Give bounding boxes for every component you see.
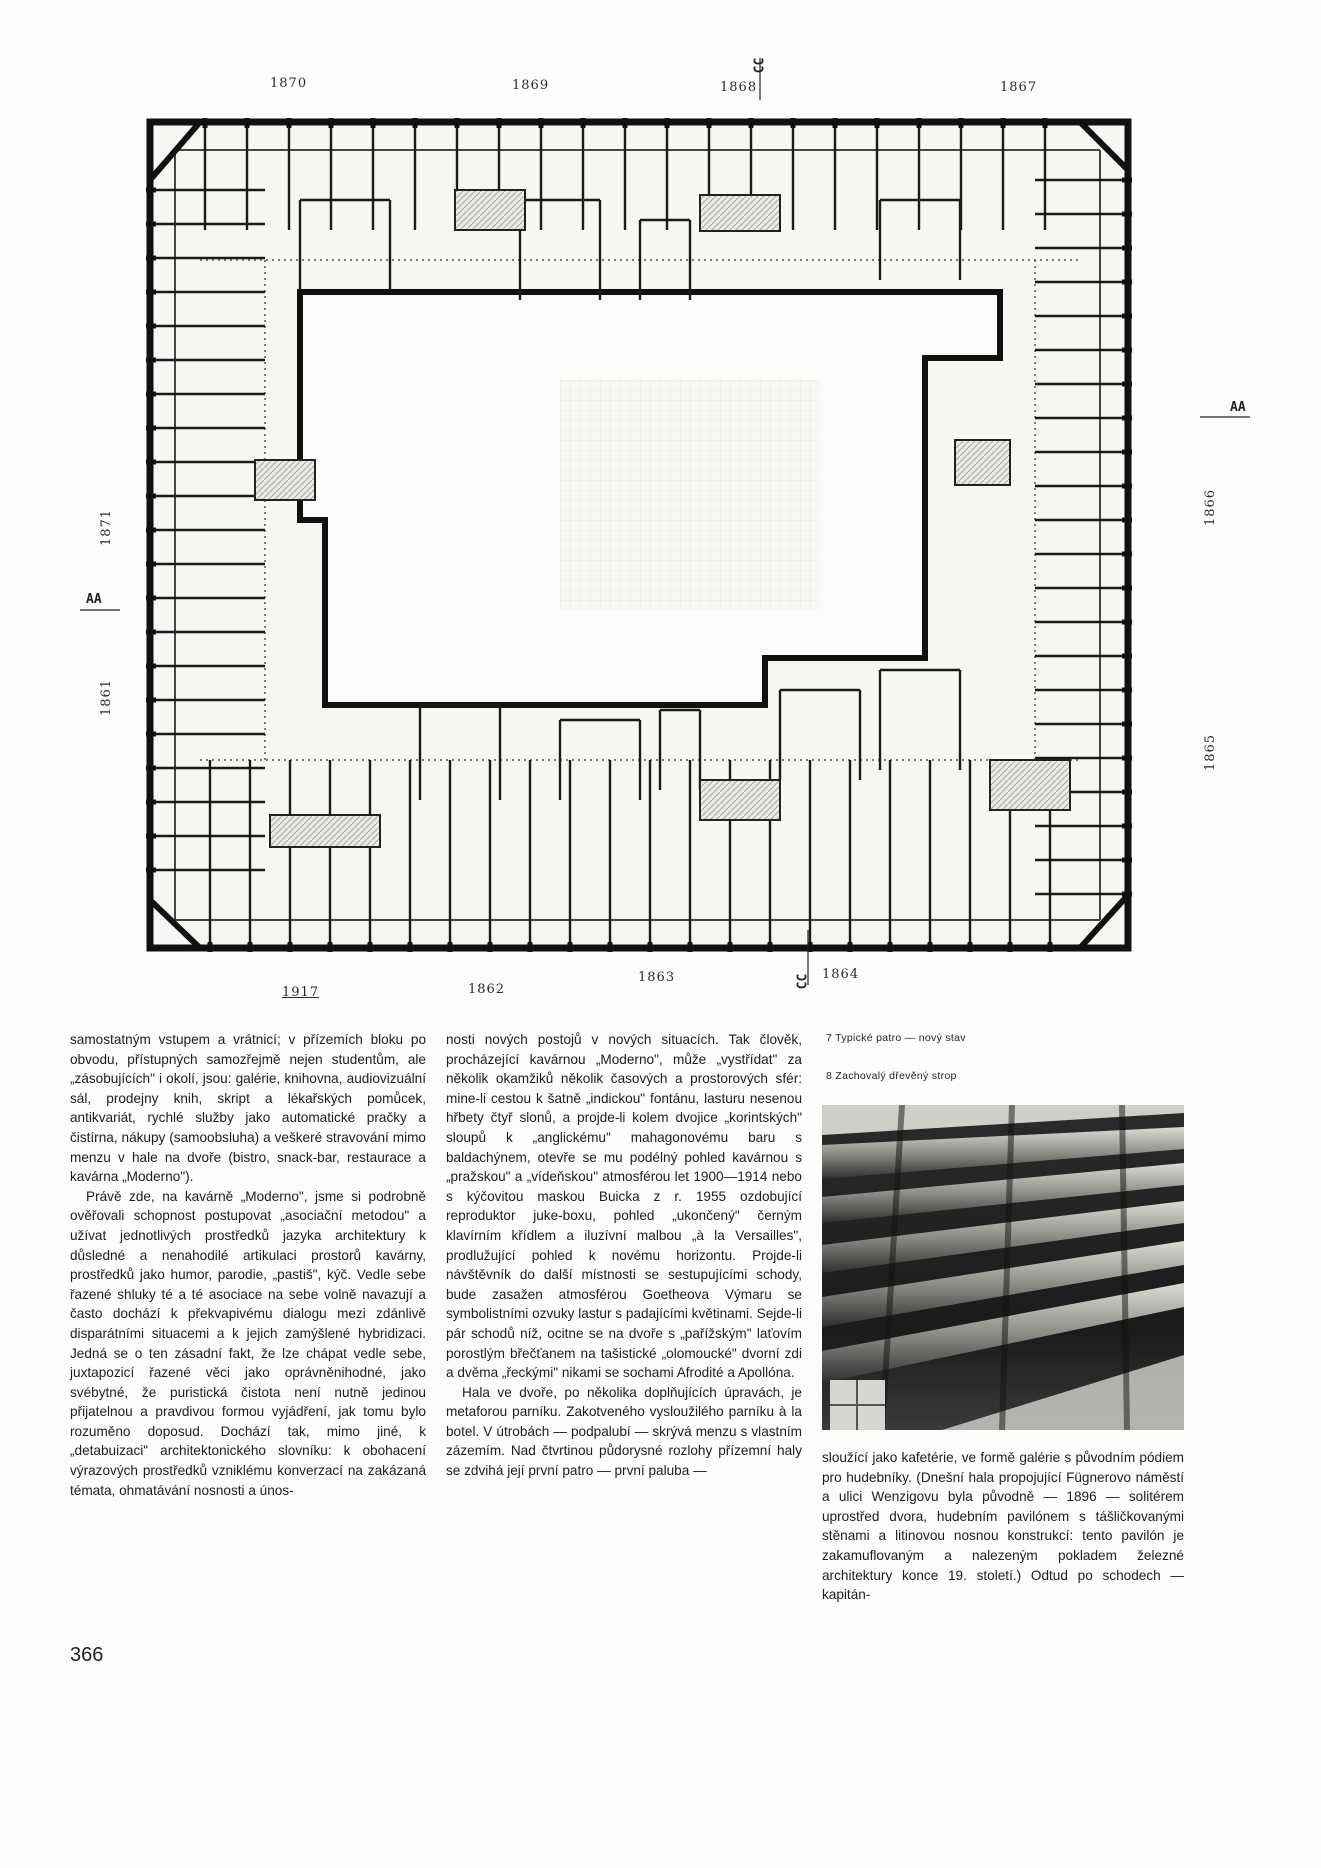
text-column-1 <box>70 1030 426 1500</box>
plan-label-bottom-4: 1864 <box>822 967 860 982</box>
plan-label-top-3: 1868 <box>720 80 758 95</box>
paragraph: Právě zde, na kavárně „Moderno", jsme si podrobně ověřovali schopnost postupovat „asociační metodou" a užívat jednotlivých prostředků jazyka architektury k důsledné a nenahodilé artikulaci prostorů kavárny, prostředků jako humor, parodie, „pastiš", kýč. Vedle sebe řazené shluky té a té asociace na sebe volně navazují a často dochází k překvapivému dialogu mezi zdánlivě disparátními situacemi a k jejich zamýšlené hybridizaci. Jedná se o ten zásadní fakt, že lze chápat vedle sebe, juxtapozicí řazené věci jako oprávněnihodné, jako svébytné, že puristická čistota není nutně jedinou přijatelnou a pravdivou formou vyjádření, jak tomu bylo rozuměno doposud. Dochází tak, mimo jiné, k „detabuizaci" architektonického slovníku: k obohacení výrazových prostředků vzniklému konverzací na zakázaná témata, ohmatávání nosnosti a únos- <box>70 1188 426 1498</box>
page-number: 366 <box>70 1644 104 1666</box>
plan-label-bottom-3: 1863 <box>638 970 676 985</box>
plan-label-right-1: 1866 <box>1203 488 1219 527</box>
section-mark-aa-right: AA <box>1230 400 1246 415</box>
plan-label-bottom-1: 1917 <box>282 985 320 1000</box>
paragraph: Hala ve dvoře, po několika doplňujících úpravách, je metaforou parníku. Zakotveného vysloužilého parníku à la botel. V útrobách — podpalubí — skrývá menzu s vlastním zázemím. Nad čtvrtinou půdorysné rozlohy přízemní haly se zdvihá její první patro — první paluba — <box>446 1384 802 1479</box>
courtyard-hall <box>560 380 820 610</box>
plan-label-top-2: 1869 <box>512 78 550 93</box>
wooden-ceiling-photo <box>822 1105 1184 1430</box>
plan-label-top-1: 1870 <box>270 76 308 91</box>
caption-figure-8: 8 Zachovalý dřevěný strop <box>826 1070 957 1082</box>
plan-label-left-2: 1861 <box>99 678 115 717</box>
paragraph: samostatným vstupem a vrátnicí; v přízemích bloku po obvodu, přístupných samozřejmě nejen studentům, ale „zásobujících" i okolí, jsou: galérie, knihovna, audiovizuální sál, prodejny knih, skript a lékařských pomůcek, antikvariát, rychlé služby jako automatické pračky a čistírna, nákupy (samoobsluha) a veškeré stravování mimo menzu v hale na dvoře (bistro, snack-bar, restaurace a kavárna „Moderno"). <box>70 1032 426 1185</box>
text-column-2 <box>446 1030 802 1481</box>
section-mark-cc-bottom: CC <box>795 973 811 990</box>
paragraph: nosti nových postojů v nových situacích. Tak člověk, procházející kavárnou „Moderno", může „vystřídat" za několik okamžiků několik časových a prostorových sfér: mine-li cestou k šatně „indickou" fontánu, lasturu nesenou hřbety čtyř slonů, a projde-li kolem dvojice „korintských" sloupů k „anglickému" mahagonovému baru s baldachýnem, otevře se mu podélný pohled kavárnou s „pražskou" a „vídeňskou" atmosférou let 1900—1914 nebo s kýčovitou maskou Buicka z r. 1955 ozdobující reproduktor juke-boxu, pohled „ukončený" černým klavírním křídlem a iluzívní malbou „à la Versailles", prodlužující pohled k novému horizontu. Projde-li návštěvník do další místnosti se sestupujícími schody, bude zasažen atmosférou Goetheova Výmaru se symbolistními ozvuky lastur s padajícími květinami. Sejde-li pár schodů níž, ocitne se na dvoře s „pařížským" laťovím porostlým břečťanem na tašistické „olomoucké" dvorní zdi a dvěma „řeckými" nikami se sochami Afrodité a Apollóna. <box>446 1032 802 1381</box>
plan-label-right-2: 1865 <box>1203 733 1219 772</box>
plan-label-bottom-2: 1862 <box>468 982 506 997</box>
plan-label-top-4: 1867 <box>1000 80 1038 95</box>
paragraph: sloužící jako kafetérie, ve formě galérie s původním pódiem pro hudebníky. (Dnešní hala propojující Fügnerovo náměstí a ulici Wenzigovu byla původně — 1896 — solitérem uprostřed dvora, hudebním pavilónem s tášličkovanými stěnami a litinovou nosnou konstrukcí: tento pavilón je zakamuflovaným a nalezeným pokladem železné architektury konce 19. století.) Odtud po schodech — kapitán- <box>822 1450 1184 1603</box>
section-mark-cc-top: CC <box>752 57 768 74</box>
plan-label-left-1: 1871 <box>99 508 115 547</box>
section-mark-aa-left: AA <box>86 592 102 607</box>
text-column-3 <box>822 1448 1184 1605</box>
caption-figure-7: 7 Typické patro — nový stav <box>826 1032 966 1044</box>
